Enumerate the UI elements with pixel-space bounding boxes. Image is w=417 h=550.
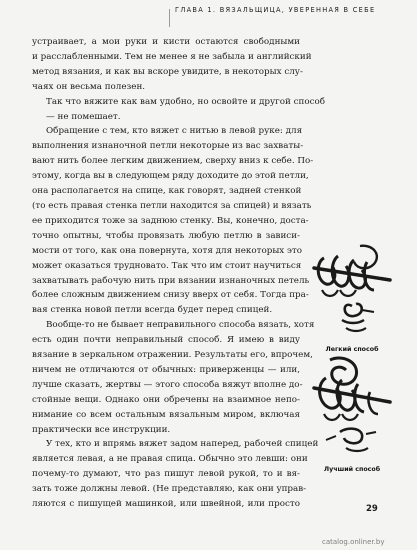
text-line: захватывать рабочую нить при вязании изнаночных петель (32, 275, 310, 286)
page-number: 29 (366, 504, 378, 514)
chapter-title: ГЛАВА 1. ВЯЗАЛЬЩИЦА, УВЕРЕННАЯ В СЕБЕ (175, 6, 376, 14)
easy-method-caption: Легкий способ (325, 346, 379, 353)
paragraph (32, 437, 319, 512)
text-line: метод вязания, и как вы вскоре увидите, в некоторых слу- (32, 66, 303, 77)
text-line: может оказаться трудновато. Так что им стоит научиться (32, 260, 302, 271)
text-line: практически все инструкции. (32, 424, 171, 435)
text-line: устраивает, а мои руки и кисти остаются свободными (32, 37, 300, 47)
body-text (32, 35, 326, 512)
knitting-diagram-best (312, 352, 392, 460)
paragraph (32, 124, 314, 318)
text-line: является левая, а не правая спица. Обычно это левши: они (32, 454, 308, 465)
text-line: стойные вещи. Однако они обречены на взаимное непо- (32, 394, 300, 405)
text-line: лучше сказать, жертвы — этого способа вяжут вполне до- (32, 379, 303, 390)
text-line: ее приходится тоже за заднюю стенку. Вы, конечно, доста- (32, 215, 309, 226)
text-line: почему-то думают, что раз пишут левой рукой, то и вя- (32, 469, 300, 480)
text-line: есть один почти неправильный способ. Я имею в виду (32, 335, 300, 346)
text-line: вая стенка новой петли всегда будет перед спицей. (32, 305, 273, 316)
easy-method-illustration (312, 240, 392, 340)
text-line: ляются с пишущей машинкой, или швейной, или просто (32, 499, 300, 510)
text-line: точно опытны, чтобы провязать любую петлю в зависи- (32, 230, 300, 241)
text-line: ничем не отличаются от обычных: приверженцы — или, (32, 364, 300, 375)
watermark: catalog.onliner.by (322, 538, 385, 546)
text-line: У тех, кто и впрямь вяжет задом наперед, рабочей спицей (46, 439, 319, 450)
text-line: (то есть правая стенка петли находится за спицей) и вязать (32, 200, 312, 211)
text-line: более сложным движением снизу вверх от себя. Тогда пра- (32, 290, 309, 301)
text-line: выполнения изнаночной петли некоторые из вас захваты- (32, 141, 304, 152)
text-line: этому, когда вы в следующем ряду доходите до этой петли, (32, 171, 309, 182)
text-line: чаях он весьма полезен. (32, 81, 146, 92)
text-line: нимание со всем остальным вязальным миром, включая (32, 409, 300, 420)
paragraph (32, 35, 312, 95)
knitting-diagram-easy (312, 240, 392, 340)
text-line: Так что вяжите как вам удобно, но освойте и другой способ (46, 96, 326, 107)
header-rule (169, 9, 170, 27)
text-line: мости от того, как она повернута, хотя для некоторых это (32, 245, 303, 256)
best-method-caption: Лучший способ (323, 466, 381, 473)
text-line: — не помешает. (46, 111, 121, 122)
text-line: зать тоже должны левой. (Не представляю, как они управ- (32, 484, 307, 495)
text-line: Вообще-то не бывает неправильного способа вязать, хотя (46, 320, 315, 331)
text-line: она располагается на спице, как говорят, задней стенкой (32, 186, 302, 197)
text-line: и расслабленными. Тем не менее я не забыла и английский (32, 51, 312, 62)
paragraph (32, 318, 315, 437)
text-line: вают нить более легким движением, сверху вниз к себе. По- (32, 156, 314, 167)
best-method-illustration (312, 352, 392, 460)
text-line: Обращение с тем, кто вяжет с нитью в левой руке: для (46, 126, 303, 137)
paragraph (32, 95, 326, 125)
text-line: вязание в зеркальном отражении. Результаты его, впрочем, (32, 350, 313, 361)
